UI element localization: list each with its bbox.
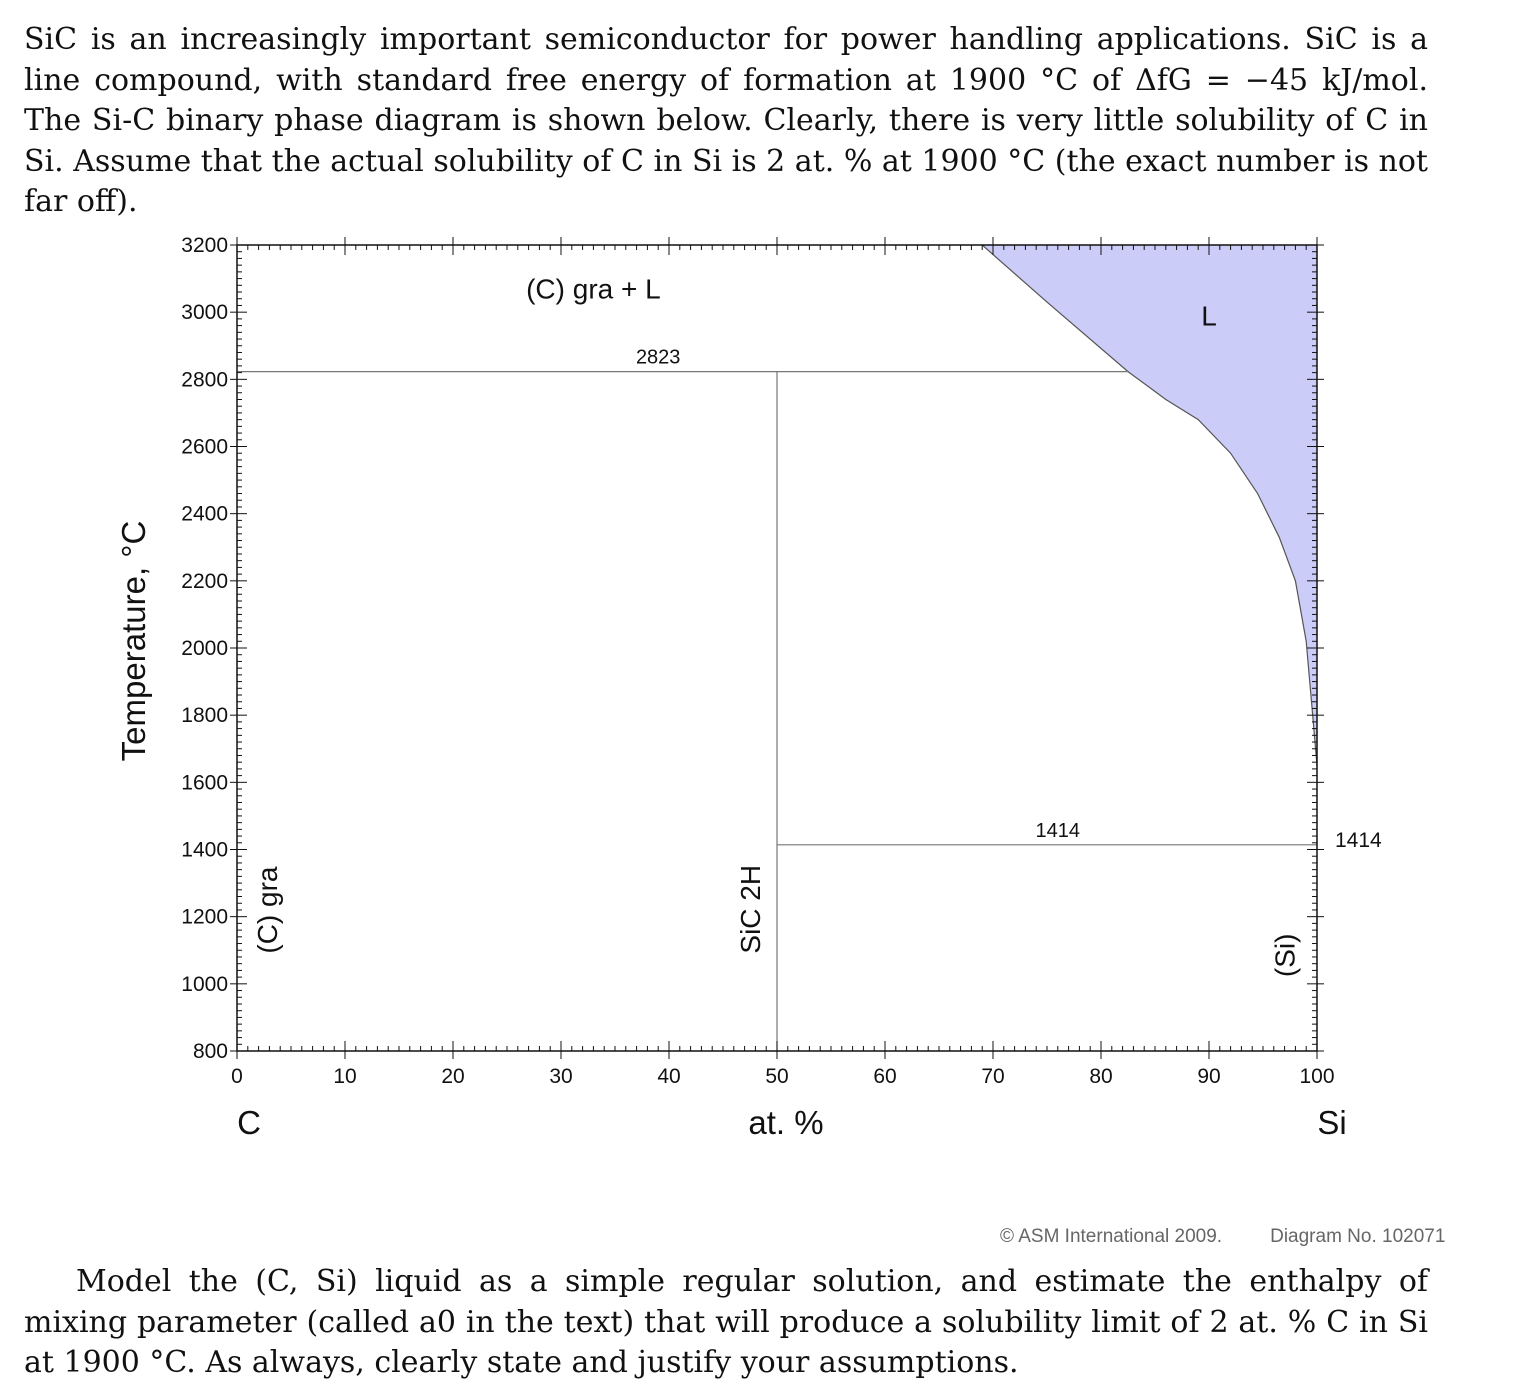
x-tick-label: 10 [333, 1065, 357, 1088]
y-tick-label: 1200 [181, 905, 228, 929]
diagram-credit [1000, 1226, 1445, 1248]
question-text: Model the (C, Si) liquid as a simple regular solution, and estimate the enthalpy of mixing parameter (called a0 in the text) that will produce a solubility limit of 2 at. % C in Si at 1900 °C. As always, clearly state and justify your assumptions. [24, 1264, 1428, 1380]
x-tick-label: 90 [1197, 1065, 1221, 1088]
x-tick-label: 20 [441, 1065, 465, 1088]
y-tick-label: 1400 [181, 838, 228, 862]
x-axis-label: at. % [748, 1104, 824, 1141]
diagram-number-text: Diagram No. 102071 [1270, 1226, 1446, 1247]
copyright-text: © ASM International 2009. [1000, 1226, 1223, 1247]
si-melting-point-label: 1414 [1335, 828, 1382, 852]
x-tick-label: 100 [1299, 1065, 1335, 1088]
y-tick-label: 1000 [181, 972, 228, 996]
y-tick-label: 3000 [181, 301, 228, 325]
x-tick-label: 60 [873, 1065, 897, 1088]
y-tick-label: 2000 [181, 637, 228, 660]
question-paragraph [24, 1262, 1428, 1384]
phase-region-label: (Si) [1269, 933, 1301, 978]
y-tick-label: 2200 [181, 569, 228, 593]
x-tick-label: 80 [1089, 1065, 1113, 1088]
isotherm-label-2823: 2823 [635, 346, 681, 369]
y-tick-label: 1800 [181, 704, 228, 728]
y-axis-label: Temperature, °C [115, 520, 152, 762]
y-tick-label: 2400 [181, 502, 228, 526]
liquid-region-fill [982, 245, 1317, 766]
isotherm-label-1414: 1414 [1035, 819, 1081, 842]
x-tick-label: 30 [549, 1065, 573, 1088]
x-axis-right-element-label: Si [1317, 1104, 1347, 1141]
phase-region-label: (C) gra [252, 866, 284, 954]
y-tick-label: 800 [192, 1040, 228, 1063]
x-axis-left-element-label: C [237, 1104, 261, 1141]
y-tick-label: 2800 [181, 368, 228, 392]
x-tick-label: 0 [231, 1065, 243, 1088]
y-tick-label: 2600 [181, 435, 228, 459]
y-tick-label: 3200 [181, 234, 228, 257]
x-tick-label: 40 [657, 1065, 681, 1088]
intro-paragraph: SiC is an increasingly important semiconductor for power handling applications. SiC is a line compound, with standard free energy of formation at 1900 °C of ΔfG = −45 kJ/mol. The Si-C binary phase diagram is shown below. Clearly, there is very little solubility of C in Si. Assume that the actual solubility of C in Si is 2 at. % at 1900 °C (the exact number is not far off). [24, 22, 1428, 219]
phase-region-label: SiC 2H [735, 864, 766, 954]
phase-region-label: (C) gra + L [526, 273, 661, 305]
x-tick-label: 70 [981, 1065, 1005, 1088]
phase-region-label: L [1201, 300, 1217, 332]
x-tick-label: 50 [765, 1065, 789, 1088]
y-tick-label: 1600 [181, 771, 228, 795]
